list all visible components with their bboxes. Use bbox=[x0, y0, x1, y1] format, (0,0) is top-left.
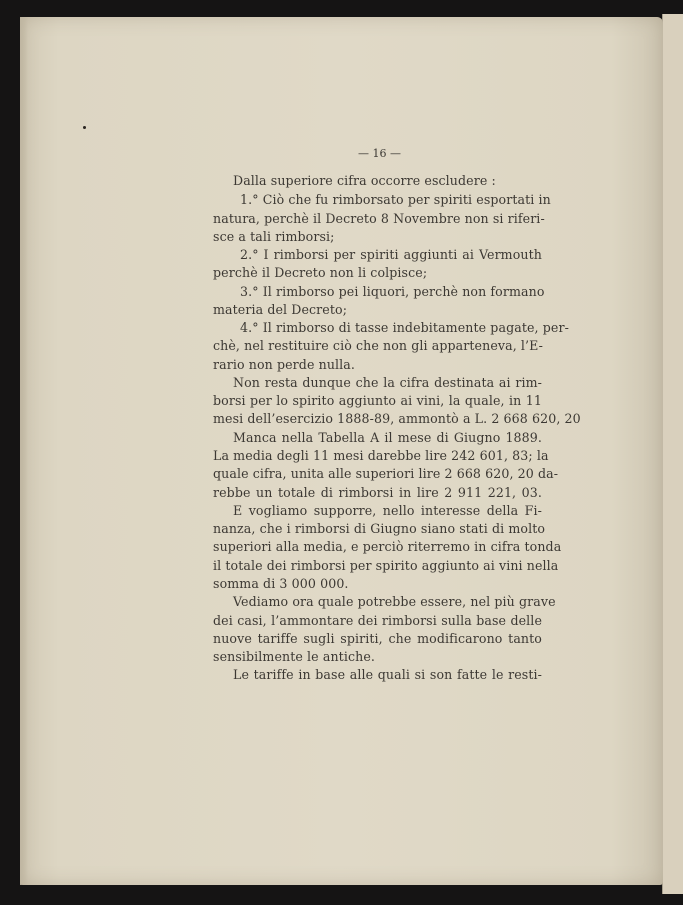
text-line: 2.° I rimborsi per spiriti aggiunti ai Vermouth bbox=[240, 247, 542, 262]
text-line: perchè il Decreto non li colpisce; bbox=[213, 265, 428, 280]
text-line: rario non perde nulla. bbox=[213, 357, 356, 372]
text-line: La media degli 11 mesi darebbe lire 242 601, 83; la bbox=[213, 448, 549, 463]
text-line: chè, nel restituire ciò che non gli apparteneva, l’E- bbox=[213, 338, 544, 353]
adjacent-page-edge bbox=[662, 14, 683, 894]
page-number: — 16 — bbox=[358, 147, 401, 160]
text-line: Manca nella Tabella A il mese di Giugno 1889. bbox=[233, 430, 542, 445]
text-line: 1.° Ciò che fu rimborsato per spiriti esportati in bbox=[240, 192, 551, 207]
text-line: sensibilmente le antiche. bbox=[213, 649, 375, 664]
text-line: rebbe un totale di rimborsi in lire 2 911 221, 03. bbox=[213, 485, 542, 500]
text-line: mesi dell’esercizio 1888-89, ammontò a L. 2 668 620, 20 bbox=[213, 411, 581, 426]
text-line: nanza, che i rimborsi di Giugno siano stati di molto bbox=[213, 521, 546, 536]
text-line: nuove tariffe sugli spiriti, che modificarono tanto bbox=[213, 631, 542, 646]
paper-speck bbox=[83, 126, 86, 129]
text-line: natura, perchè il Decreto 8 Novembre non si riferi- bbox=[213, 211, 545, 226]
text-line: quale cifra, unita alle superiori lire 2 668 620, 20 da- bbox=[213, 466, 559, 481]
text-line: E vogliamo supporre, nello interesse della Fi- bbox=[233, 503, 542, 518]
page-binding-shadow bbox=[20, 17, 28, 885]
text-line: Le tariffe in base alle quali si son fatte le resti- bbox=[233, 667, 542, 682]
text-line: 4.° Il rimborso di tasse indebitamente pagate, per- bbox=[240, 320, 569, 335]
text-line: il totale dei rimborsi per spirito aggiunto ai vini nella bbox=[213, 558, 559, 573]
text-line: somma di 3 000 000. bbox=[213, 576, 349, 591]
text-line: Vediamo ora quale potrebbe essere, nel più grave bbox=[233, 594, 556, 609]
text-line: superiori alla media, e perciò riterremo in cifra tonda bbox=[213, 539, 562, 554]
text-line: borsi per lo spirito aggiunto ai vini, la quale, in 11 bbox=[213, 393, 542, 408]
text-line: 3.° Il rimborso pei liquori, perchè non formano bbox=[240, 284, 545, 299]
text-line: materia del Decreto; bbox=[213, 302, 348, 317]
text-line: sce a tali rimborsi; bbox=[213, 229, 335, 244]
text-line: dei casi, l’ammontare dei rimborsi sulla base delle bbox=[213, 613, 542, 628]
text-line: Dalla superiore cifra occorre escludere : bbox=[233, 173, 496, 188]
text-line: Non resta dunque che la cifra destinata ai rim- bbox=[233, 375, 542, 390]
